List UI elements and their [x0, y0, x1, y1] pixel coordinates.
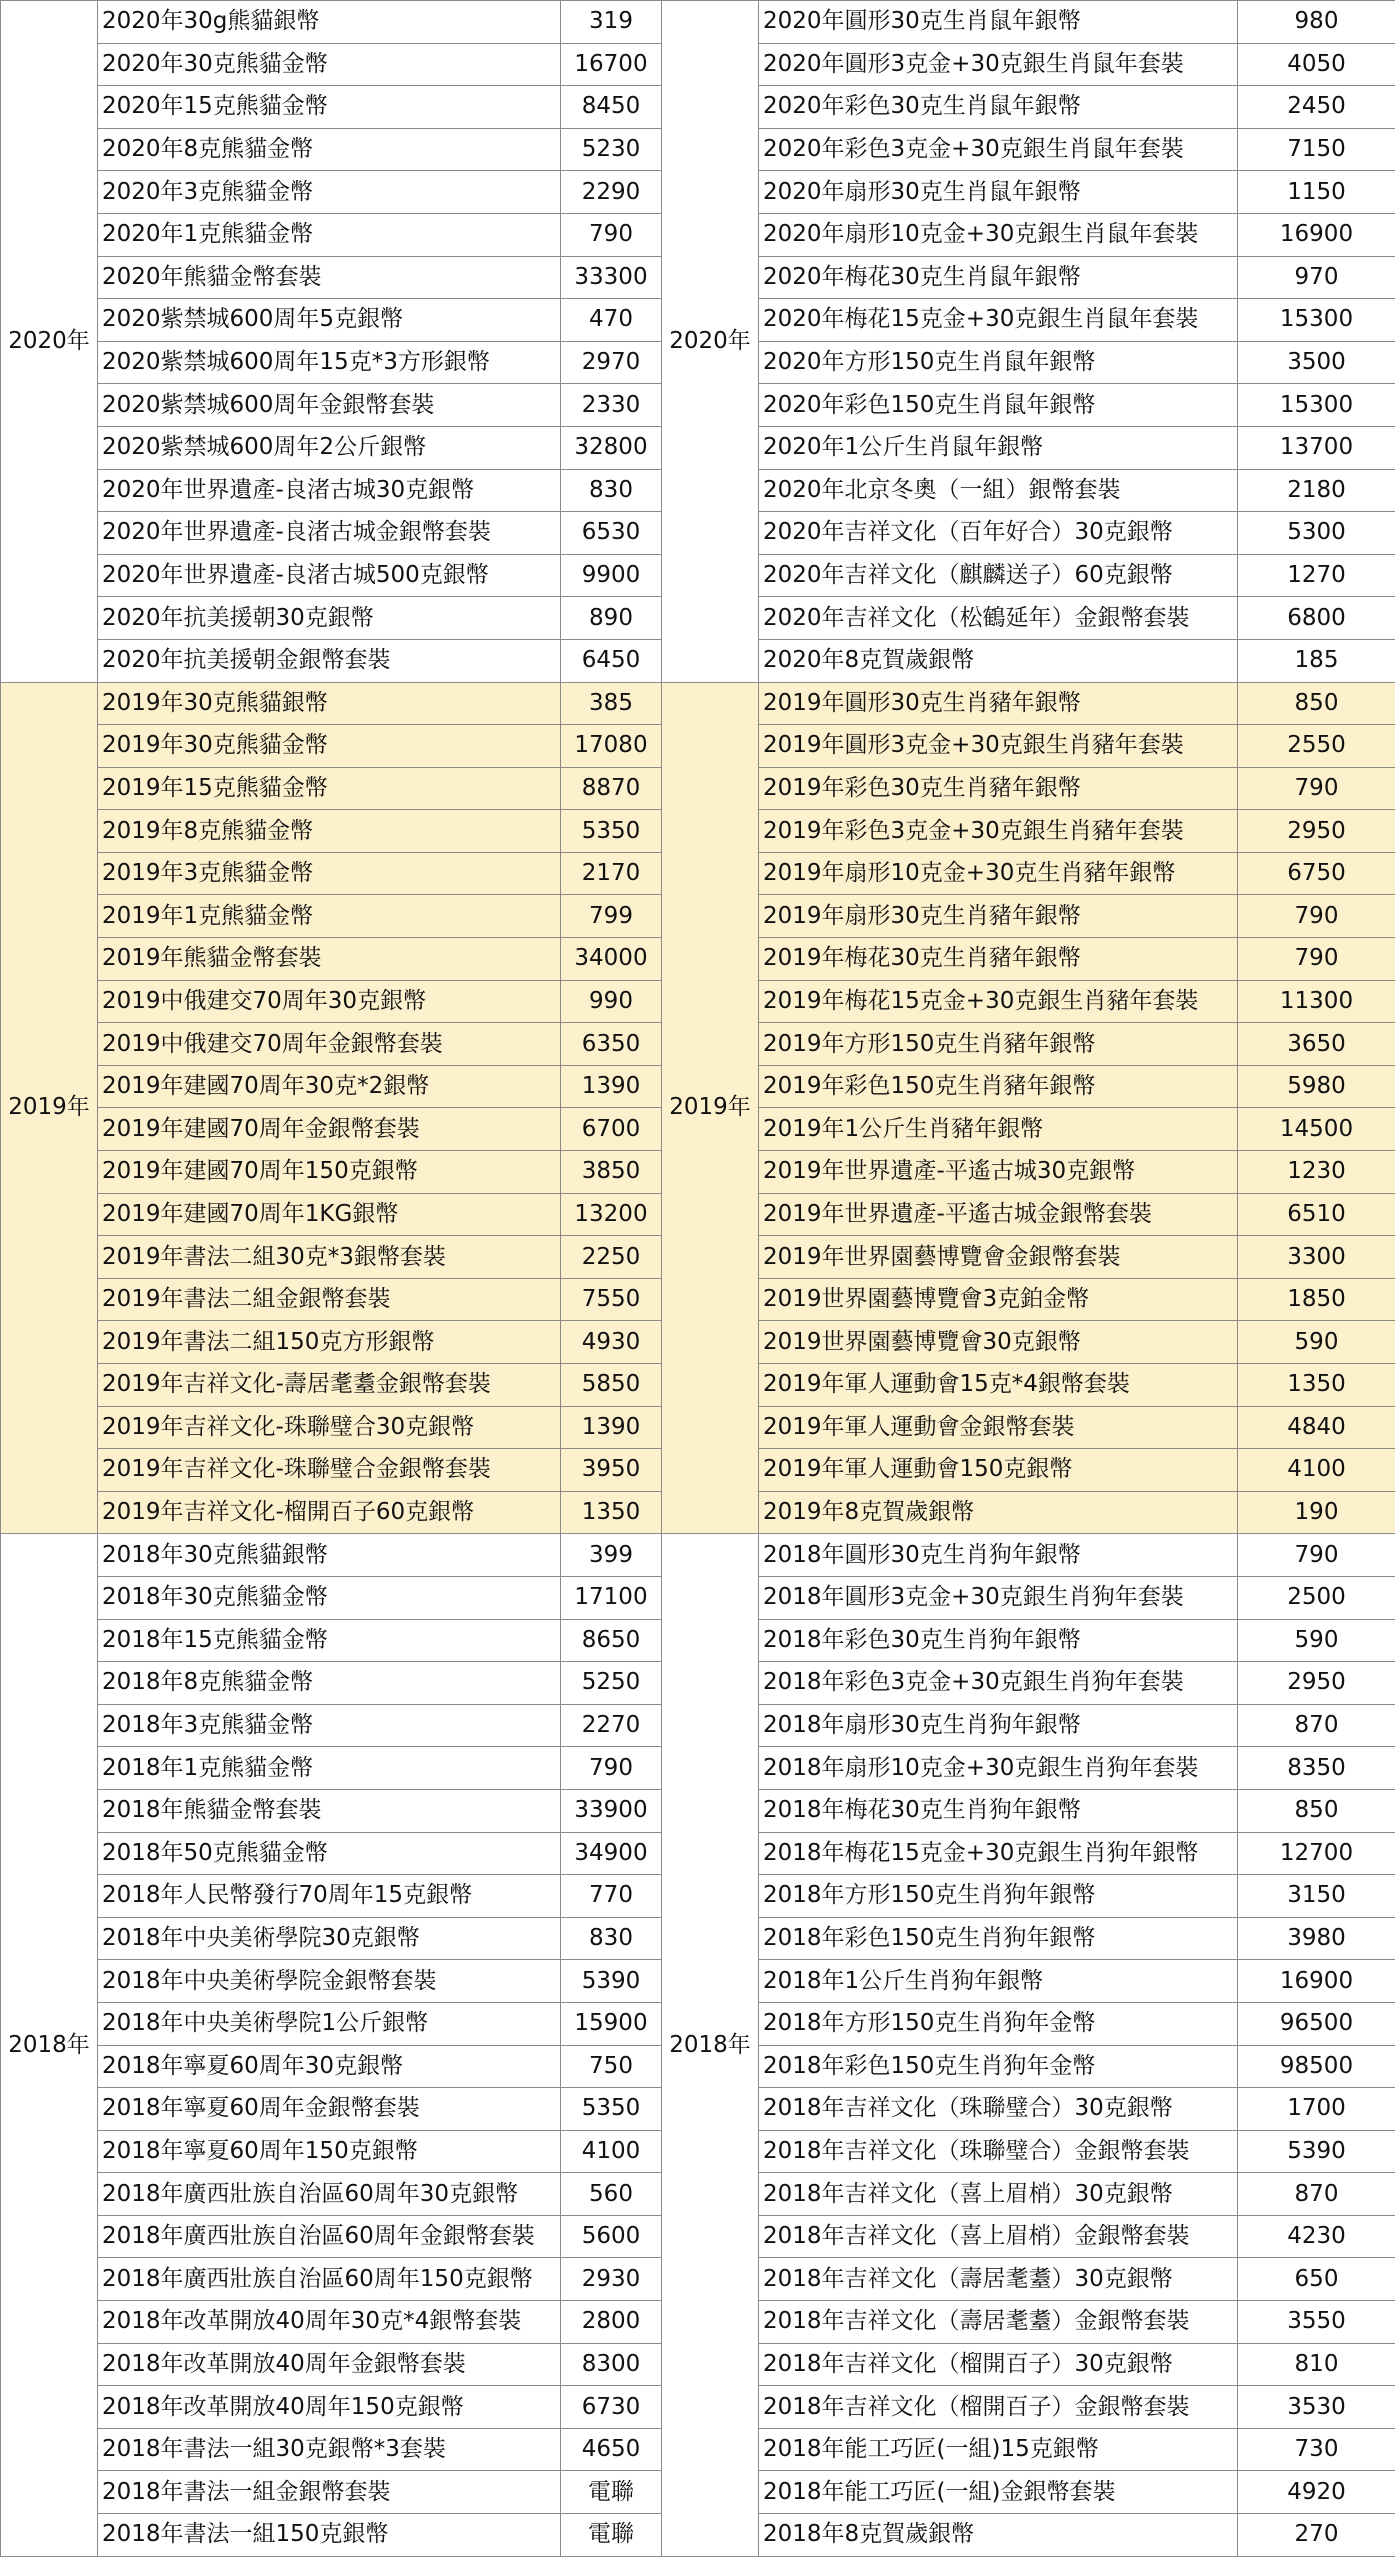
coin-price-left: 990 [561, 980, 662, 1023]
coin-name-right: 2018年吉祥文化（喜上眉梢）30克銀幣 [759, 2173, 1238, 2216]
coin-price-left: 1390 [561, 1065, 662, 1108]
coin-price-left: 560 [561, 2173, 662, 2216]
coin-name-right: 2018年扇形10克金+30克銀生肖狗年套裝 [759, 1747, 1238, 1790]
coin-name-right: 2018年吉祥文化（榴開百子）金銀幣套裝 [759, 2386, 1238, 2429]
coin-price-left: 790 [561, 1747, 662, 1790]
coin-price-left: 17080 [561, 725, 662, 768]
coin-price-left: 1350 [561, 1491, 662, 1534]
coin-price-left: 6730 [561, 2386, 662, 2429]
coin-name-right: 2018年1公斤生肖狗年銀幣 [759, 1960, 1238, 2003]
coin-name-left: 2020年抗美援朝金銀幣套裝 [98, 639, 561, 682]
coin-price-right: 16900 [1238, 1960, 1395, 2003]
coin-price-right: 5390 [1238, 2130, 1395, 2173]
year-label-right: 2018年 [662, 1534, 759, 2556]
coin-price-left: 2330 [561, 384, 662, 427]
coin-name-right: 2018年圓形30克生肖狗年銀幣 [759, 1534, 1238, 1577]
coin-name-left: 2019年30克熊貓銀幣 [98, 682, 561, 725]
coin-name-right: 2020年梅花15克金+30克銀生肖鼠年套裝 [759, 299, 1238, 342]
coin-price-right: 3300 [1238, 1236, 1395, 1279]
coin-name-left: 2018年中央美術學院金銀幣套裝 [98, 1960, 561, 2003]
coin-name-left: 2018年寧夏60周年30克銀幣 [98, 2045, 561, 2088]
coin-name-left: 2019年建國70周年1KG銀幣 [98, 1193, 561, 1236]
coin-name-left: 2018年廣西壯族自治區60周年150克銀幣 [98, 2258, 561, 2301]
coin-price-left: 電聯 [561, 2514, 662, 2557]
coin-name-left: 2018年寧夏60周年150克銀幣 [98, 2130, 561, 2173]
coin-price-right: 870 [1238, 2173, 1395, 2216]
coin-price-right: 650 [1238, 2258, 1395, 2301]
coin-price-left: 770 [561, 1875, 662, 1918]
coin-price-left: 16700 [561, 43, 662, 86]
coin-name-left: 2020年3克熊貓金幣 [98, 171, 561, 214]
coin-name-right: 2018年彩色150克生肖狗年金幣 [759, 2045, 1238, 2088]
coin-price-right: 2950 [1238, 810, 1395, 853]
coin-price-left: 8650 [561, 1619, 662, 1662]
coin-price-left: 33300 [561, 256, 662, 299]
coin-name-left: 2020年30克熊貓金幣 [98, 43, 561, 86]
coin-name-left: 2018年1克熊貓金幣 [98, 1747, 561, 1790]
coin-price-left: 4100 [561, 2130, 662, 2173]
coin-price-right: 14500 [1238, 1108, 1395, 1151]
coin-name-left: 2018年中央美術學院1公斤銀幣 [98, 2002, 561, 2045]
coin-price-left: 790 [561, 213, 662, 256]
coin-name-left: 2019年30克熊貓金幣 [98, 725, 561, 768]
coin-name-right: 2020年扇形10克金+30克銀生肖鼠年套裝 [759, 213, 1238, 256]
coin-name-right: 2020年吉祥文化（麒麟送子）60克銀幣 [759, 554, 1238, 597]
coin-price-right: 4840 [1238, 1406, 1395, 1449]
coin-name-left: 2020年1克熊貓金幣 [98, 213, 561, 256]
coin-name-left: 2020年世界遺產-良渚古城金銀幣套裝 [98, 512, 561, 555]
coin-name-left: 2020年熊貓金幣套裝 [98, 256, 561, 299]
coin-name-left: 2018年50克熊貓金幣 [98, 1832, 561, 1875]
coin-name-right: 2019年世界遺產-平遙古城金銀幣套裝 [759, 1193, 1238, 1236]
coin-price-right: 2180 [1238, 469, 1395, 512]
coin-price-left: 15900 [561, 2002, 662, 2045]
coin-price-left: 830 [561, 469, 662, 512]
coin-name-left: 2019年熊貓金幣套裝 [98, 938, 561, 981]
coin-price-right: 850 [1238, 682, 1395, 725]
coin-price-right: 15300 [1238, 384, 1395, 427]
coin-name-left: 2018年15克熊貓金幣 [98, 1619, 561, 1662]
coin-price-right: 2500 [1238, 1576, 1395, 1619]
coin-price-right: 4230 [1238, 2215, 1395, 2258]
coin-price-right: 810 [1238, 2343, 1395, 2386]
coin-price-right: 3150 [1238, 1875, 1395, 1918]
coin-price-right: 3980 [1238, 1917, 1395, 1960]
coin-name-right: 2020年彩色3克金+30克銀生肖鼠年套裝 [759, 128, 1238, 171]
coin-name-right: 2018年梅花30克生肖狗年銀幣 [759, 1789, 1238, 1832]
coin-name-right: 2019年軍人運動會15克*4銀幣套裝 [759, 1364, 1238, 1407]
coin-name-left: 2019年1克熊貓金幣 [98, 895, 561, 938]
coin-name-right: 2019年梅花15克金+30克銀生肖豬年套裝 [759, 980, 1238, 1023]
coin-name-right: 2020年1公斤生肖鼠年銀幣 [759, 426, 1238, 469]
coin-price-left: 2250 [561, 1236, 662, 1279]
coin-name-left: 2018年30克熊貓金幣 [98, 1576, 561, 1619]
coin-price-right: 5980 [1238, 1065, 1395, 1108]
coin-price-right: 7150 [1238, 128, 1395, 171]
coin-price-left: 1390 [561, 1406, 662, 1449]
coin-name-right: 2018年吉祥文化（喜上眉梢）金銀幣套裝 [759, 2215, 1238, 2258]
coin-name-right: 2020年8克賀歲銀幣 [759, 639, 1238, 682]
coin-name-right: 2020年北京冬奧（一組）銀幣套裝 [759, 469, 1238, 512]
coin-name-right: 2020年吉祥文化（松鶴延年）金銀幣套裝 [759, 597, 1238, 640]
coin-name-left: 2018年改革開放40周年150克銀幣 [98, 2386, 561, 2429]
coin-name-left: 2018年書法一組30克銀幣*3套裝 [98, 2428, 561, 2471]
coin-price-left: 2970 [561, 341, 662, 384]
coin-price-right: 3650 [1238, 1023, 1395, 1066]
coin-price-left: 8300 [561, 2343, 662, 2386]
coin-price-left: 799 [561, 895, 662, 938]
coin-price-right: 2950 [1238, 1662, 1395, 1705]
coin-name-left: 2018年廣西壯族自治區60周年30克銀幣 [98, 2173, 561, 2216]
coin-name-right: 2018年吉祥文化（珠聯璧合）金銀幣套裝 [759, 2130, 1238, 2173]
coin-price-right: 5300 [1238, 512, 1395, 555]
coin-price-right: 185 [1238, 639, 1395, 682]
coin-price-left: 5850 [561, 1364, 662, 1407]
coin-name-right: 2018年吉祥文化（壽居耄耋）30克銀幣 [759, 2258, 1238, 2301]
coin-name-left: 2019年建國70周年金銀幣套裝 [98, 1108, 561, 1151]
coin-name-left: 2020年15克熊貓金幣 [98, 86, 561, 129]
coin-price-left: 8450 [561, 86, 662, 129]
coin-price-right: 3550 [1238, 2301, 1395, 2344]
coin-name-left: 2020年世界遺產-良渚古城30克銀幣 [98, 469, 561, 512]
coin-price-right: 11300 [1238, 980, 1395, 1023]
coin-name-right: 2019年世界遺產-平遙古城30克銀幣 [759, 1151, 1238, 1194]
coin-price-left: 8870 [561, 767, 662, 810]
coin-name-left: 2019年15克熊貓金幣 [98, 767, 561, 810]
coin-name-right: 2019年扇形10克金+30克生肖豬年銀幣 [759, 852, 1238, 895]
coin-price-left: 34900 [561, 1832, 662, 1875]
coin-price-right: 870 [1238, 1704, 1395, 1747]
coin-price-left: 319 [561, 1, 662, 44]
coin-price-left: 6350 [561, 1023, 662, 1066]
coin-price-left: 33900 [561, 1789, 662, 1832]
coin-price-right: 98500 [1238, 2045, 1395, 2088]
coin-price-left: 3950 [561, 1449, 662, 1492]
coin-name-right: 2018年方形150克生肖狗年金幣 [759, 2002, 1238, 2045]
coin-price-left: 6700 [561, 1108, 662, 1151]
coin-price-left: 4650 [561, 2428, 662, 2471]
coin-price-right: 96500 [1238, 2002, 1395, 2045]
coin-name-left: 2018年3克熊貓金幣 [98, 1704, 561, 1747]
coin-price-left: 385 [561, 682, 662, 725]
coin-name-right: 2018年彩色3克金+30克銀生肖狗年套裝 [759, 1662, 1238, 1705]
coin-name-right: 2019年軍人運動會金銀幣套裝 [759, 1406, 1238, 1449]
coin-price-left: 2800 [561, 2301, 662, 2344]
coin-name-right: 2020年扇形30克生肖鼠年銀幣 [759, 171, 1238, 214]
coin-name-left: 2019年吉祥文化-榴開百子60克銀幣 [98, 1491, 561, 1534]
coin-price-left: 5250 [561, 1662, 662, 1705]
coin-name-right: 2018年方形150克生肖狗年銀幣 [759, 1875, 1238, 1918]
coin-price-right: 2550 [1238, 725, 1395, 768]
year-label-left: 2019年 [1, 682, 98, 1534]
coin-name-right: 2018年梅花15克金+30克銀生肖狗年銀幣 [759, 1832, 1238, 1875]
year-label-left: 2020年 [1, 1, 98, 683]
coin-price-left: 5350 [561, 2088, 662, 2131]
coin-name-left: 2018年人民幣發行70周年15克銀幣 [98, 1875, 561, 1918]
coin-price-table-body [1, 1, 1395, 2557]
coin-price-right: 15300 [1238, 299, 1395, 342]
coin-name-right: 2020年彩色30克生肖鼠年銀幣 [759, 86, 1238, 129]
coin-price-left: 32800 [561, 426, 662, 469]
coin-name-right: 2020年方形150克生肖鼠年銀幣 [759, 341, 1238, 384]
coin-price-right: 13700 [1238, 426, 1395, 469]
coin-price-left: 電聯 [561, 2471, 662, 2514]
coin-price-left: 750 [561, 2045, 662, 2088]
coin-price-right: 270 [1238, 2514, 1395, 2557]
coin-price-left: 2930 [561, 2258, 662, 2301]
coin-price-right: 730 [1238, 2428, 1395, 2471]
coin-name-right: 2019年方形150克生肖豬年銀幣 [759, 1023, 1238, 1066]
coin-name-right: 2018年能工巧匠(一組)金銀幣套裝 [759, 2471, 1238, 2514]
coin-name-left: 2018年改革開放40周年30克*4銀幣套裝 [98, 2301, 561, 2344]
table-row [1, 682, 1395, 725]
coin-name-left: 2019年建國70周年30克*2銀幣 [98, 1065, 561, 1108]
coin-name-left: 2018年改革開放40周年金銀幣套裝 [98, 2343, 561, 2386]
coin-price-left: 470 [561, 299, 662, 342]
coin-price-left: 13200 [561, 1193, 662, 1236]
coin-name-right: 2019年梅花30克生肖豬年銀幣 [759, 938, 1238, 981]
coin-price-right: 4100 [1238, 1449, 1395, 1492]
coin-name-right: 2020年梅花30克生肖鼠年銀幣 [759, 256, 1238, 299]
coin-price-right: 4920 [1238, 2471, 1395, 2514]
coin-name-left: 2020紫禁城600周年金銀幣套裝 [98, 384, 561, 427]
coin-name-right: 2020年圓形3克金+30克銀生肖鼠年套裝 [759, 43, 1238, 86]
coin-name-right: 2018年彩色30克生肖狗年銀幣 [759, 1619, 1238, 1662]
coin-price-left: 34000 [561, 938, 662, 981]
year-label-left: 2018年 [1, 1534, 98, 2556]
coin-name-right: 2018年彩色150克生肖狗年銀幣 [759, 1917, 1238, 1960]
coin-price-left: 4930 [561, 1321, 662, 1364]
coin-name-right: 2020年彩色150克生肖鼠年銀幣 [759, 384, 1238, 427]
coin-name-left: 2018年書法一組金銀幣套裝 [98, 2471, 561, 2514]
coin-name-left: 2019年吉祥文化-珠聯璧合金銀幣套裝 [98, 1449, 561, 1492]
coin-price-right: 2450 [1238, 86, 1395, 129]
coin-name-left: 2020年8克熊貓金幣 [98, 128, 561, 171]
coin-price-right: 1270 [1238, 554, 1395, 597]
coin-price-right: 590 [1238, 1321, 1395, 1364]
coin-price-right: 1150 [1238, 171, 1395, 214]
coin-name-right: 2020年吉祥文化（百年好合）30克銀幣 [759, 512, 1238, 555]
coin-price-left: 7550 [561, 1278, 662, 1321]
coin-name-left: 2019中俄建交70周年30克銀幣 [98, 980, 561, 1023]
coin-price-left: 2270 [561, 1704, 662, 1747]
coin-price-right: 16900 [1238, 213, 1395, 256]
coin-name-right: 2018年吉祥文化（榴開百子）30克銀幣 [759, 2343, 1238, 2386]
coin-name-left: 2018年中央美術學院30克銀幣 [98, 1917, 561, 1960]
coin-price-right: 1350 [1238, 1364, 1395, 1407]
coin-price-left: 17100 [561, 1576, 662, 1619]
coin-price-left: 9900 [561, 554, 662, 597]
coin-price-left: 5350 [561, 810, 662, 853]
coin-price-right: 590 [1238, 1619, 1395, 1662]
coin-name-right: 2018年扇形30克生肖狗年銀幣 [759, 1704, 1238, 1747]
coin-name-left: 2018年書法一組150克銀幣 [98, 2514, 561, 2557]
coin-name-right: 2019年圓形30克生肖豬年銀幣 [759, 682, 1238, 725]
coin-price-right: 6750 [1238, 852, 1395, 895]
coin-name-left: 2018年寧夏60周年金銀幣套裝 [98, 2088, 561, 2131]
coin-price-right: 850 [1238, 1789, 1395, 1832]
coin-name-left: 2020紫禁城600周年5克銀幣 [98, 299, 561, 342]
coin-name-right: 2019年彩色30克生肖豬年銀幣 [759, 767, 1238, 810]
coin-name-right: 2018年吉祥文化（珠聯璧合）30克銀幣 [759, 2088, 1238, 2131]
year-label-right: 2019年 [662, 682, 759, 1534]
table-row [1, 1, 1395, 44]
coin-price-right: 970 [1238, 256, 1395, 299]
coin-price-right: 4050 [1238, 43, 1395, 86]
coin-name-left: 2018年30克熊貓銀幣 [98, 1534, 561, 1577]
coin-price-right: 3530 [1238, 2386, 1395, 2429]
coin-name-right: 2019世界園藝博覽會3克鉑金幣 [759, 1278, 1238, 1321]
coin-name-right: 2019年世界園藝博覽會金銀幣套裝 [759, 1236, 1238, 1279]
coin-name-right: 2019年圓形3克金+30克銀生肖豬年套裝 [759, 725, 1238, 768]
coin-name-right: 2020年圓形30克生肖鼠年銀幣 [759, 1, 1238, 44]
coin-name-left: 2019年3克熊貓金幣 [98, 852, 561, 895]
coin-price-right: 980 [1238, 1, 1395, 44]
coin-price-left: 5390 [561, 1960, 662, 2003]
coin-name-left: 2020年30g熊貓銀幣 [98, 1, 561, 44]
coin-price-left: 3850 [561, 1151, 662, 1194]
coin-name-right: 2018年吉祥文化（壽居耄耋）金銀幣套裝 [759, 2301, 1238, 2344]
coin-price-left: 890 [561, 597, 662, 640]
coin-name-left: 2018年熊貓金幣套裝 [98, 1789, 561, 1832]
table-row [1, 1534, 1395, 1577]
coin-price-left: 5600 [561, 2215, 662, 2258]
coin-name-left: 2019年吉祥文化-珠聯璧合30克銀幣 [98, 1406, 561, 1449]
coin-price-right: 1230 [1238, 1151, 1395, 1194]
coin-name-left: 2020紫禁城600周年2公斤銀幣 [98, 426, 561, 469]
coin-price-right: 190 [1238, 1491, 1395, 1534]
coin-name-right: 2018年8克賀歲銀幣 [759, 2514, 1238, 2557]
coin-price-right: 1700 [1238, 2088, 1395, 2131]
coin-price-right: 790 [1238, 938, 1395, 981]
coin-price-right: 6800 [1238, 597, 1395, 640]
coin-name-right: 2019年軍人運動會150克銀幣 [759, 1449, 1238, 1492]
coin-name-right: 2018年能工巧匠(一組)15克銀幣 [759, 2428, 1238, 2471]
coin-price-right: 6510 [1238, 1193, 1395, 1236]
coin-price-left: 5230 [561, 128, 662, 171]
coin-price-left: 6530 [561, 512, 662, 555]
coin-price-left: 399 [561, 1534, 662, 1577]
coin-name-right: 2019年彩色3克金+30克銀生肖豬年套裝 [759, 810, 1238, 853]
coin-price-left: 6450 [561, 639, 662, 682]
coin-name-right: 2019年1公斤生肖豬年銀幣 [759, 1108, 1238, 1151]
coin-name-right: 2019年扇形30克生肖豬年銀幣 [759, 895, 1238, 938]
coin-name-right: 2019年8克賀歲銀幣 [759, 1491, 1238, 1534]
coin-name-left: 2019年書法二組金銀幣套裝 [98, 1278, 561, 1321]
coin-price-right: 790 [1238, 767, 1395, 810]
coin-name-left: 2019年8克熊貓金幣 [98, 810, 561, 853]
coin-name-left: 2020紫禁城600周年15克*3方形銀幣 [98, 341, 561, 384]
coin-name-left: 2018年廣西壯族自治區60周年金銀幣套裝 [98, 2215, 561, 2258]
coin-name-left: 2019年書法二組150克方形銀幣 [98, 1321, 561, 1364]
coin-name-left: 2019年書法二組30克*3銀幣套裝 [98, 1236, 561, 1279]
coin-name-left: 2020年世界遺產-良渚古城500克銀幣 [98, 554, 561, 597]
coin-price-left: 2170 [561, 852, 662, 895]
coin-price-right: 1850 [1238, 1278, 1395, 1321]
coin-price-left: 830 [561, 1917, 662, 1960]
coin-price-right: 12700 [1238, 1832, 1395, 1875]
coin-name-left: 2018年8克熊貓金幣 [98, 1662, 561, 1705]
coin-price-right: 790 [1238, 895, 1395, 938]
year-label-right: 2020年 [662, 1, 759, 683]
coin-name-right: 2019世界園藝博覽會30克銀幣 [759, 1321, 1238, 1364]
coin-name-right: 2019年彩色150克生肖豬年銀幣 [759, 1065, 1238, 1108]
coin-name-left: 2019年吉祥文化-壽居耄耋金銀幣套裝 [98, 1364, 561, 1407]
coin-name-left: 2020年抗美援朝30克銀幣 [98, 597, 561, 640]
coin-name-right: 2018年圓形3克金+30克銀生肖狗年套裝 [759, 1576, 1238, 1619]
coin-name-left: 2019中俄建交70周年金銀幣套裝 [98, 1023, 561, 1066]
coin-price-left: 2290 [561, 171, 662, 214]
coin-price-right: 3500 [1238, 341, 1395, 384]
coin-price-right: 790 [1238, 1534, 1395, 1577]
coin-name-left: 2019年建國70周年150克銀幣 [98, 1151, 561, 1194]
coin-price-right: 8350 [1238, 1747, 1395, 1790]
